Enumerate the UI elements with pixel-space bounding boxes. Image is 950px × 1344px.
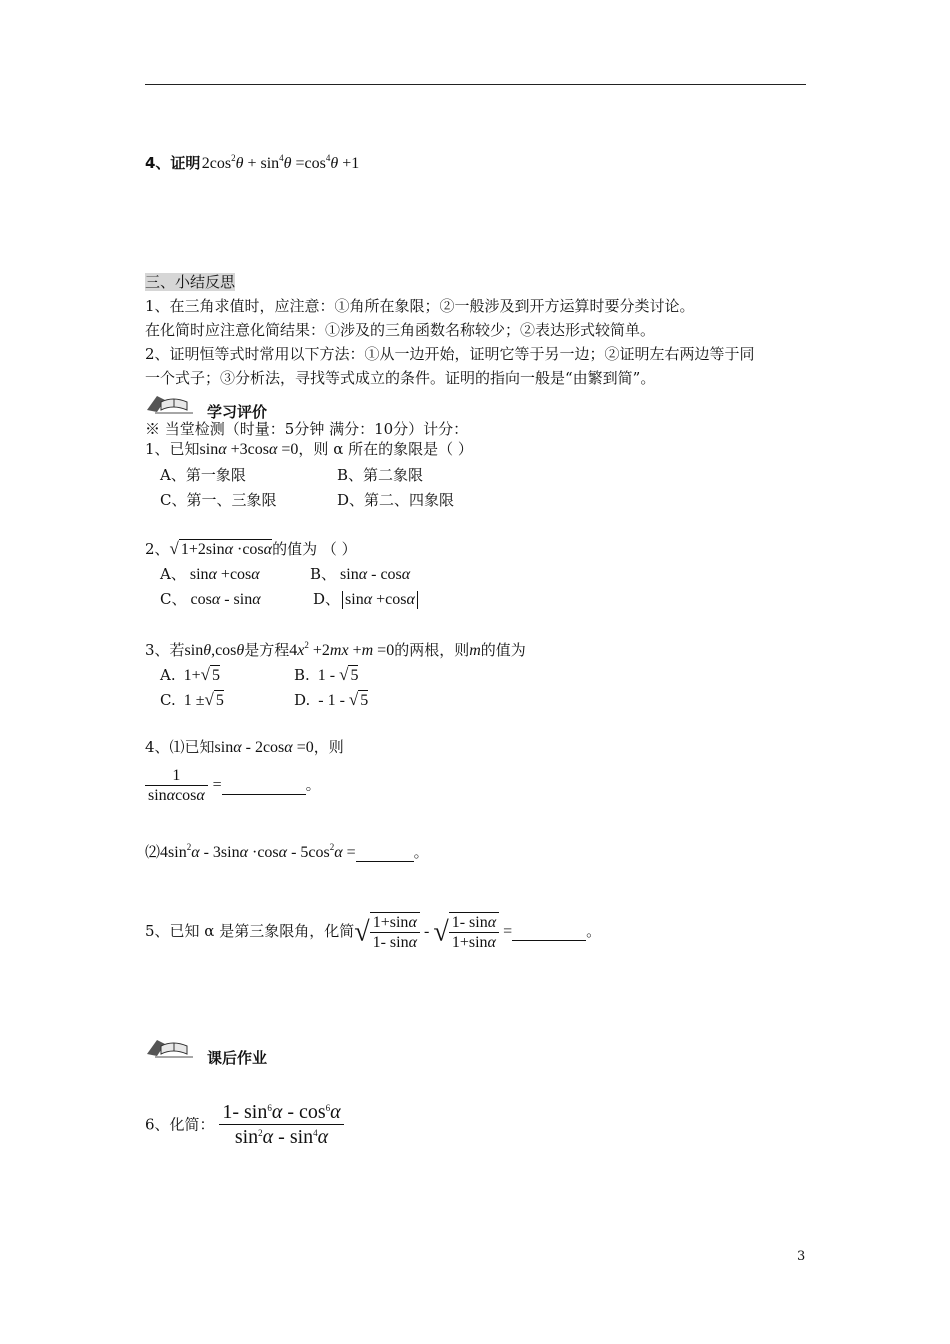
q3-c-label: C.	[160, 691, 176, 709]
q3-option-a[interactable]: A. 1+√ 5	[160, 665, 220, 684]
q5-blank[interactable]	[512, 922, 586, 941]
q1-option-d[interactable]: D、第二、四象限	[337, 491, 455, 509]
q1-suffix: ，则 α 所在的象限是（ ）	[298, 440, 473, 458]
eval-heading: 学习评价	[207, 403, 268, 421]
q1-option-a[interactable]: A、第一象限	[160, 466, 246, 484]
q3-suffix: 的两根，则	[394, 641, 470, 659]
q6-fraction: $\frac{1- \sin^6\alpha - \cos^6\alpha}{\sin^2\alpha - \sin^4\alpha}$	[219, 1100, 343, 1149]
q4-part1-blank[interactable]	[222, 776, 306, 795]
q1-formula: sinα +3cosα =0	[199, 441, 299, 458]
q3-a-label: A.	[160, 666, 176, 684]
q2-option-d[interactable]: D、 sinα +cosα	[313, 590, 420, 609]
q2-option-c[interactable]: C、 cosα - sinα	[160, 590, 261, 608]
q2-d-label: D、	[313, 590, 341, 608]
section3-p2: 在化简时应注意化简结果：①涉及的三角函数名称较少；②表达形式较简单。	[145, 321, 656, 339]
book-icon	[143, 392, 199, 416]
q4-formula-1: sinα - 2cosα =0	[214, 739, 314, 756]
q3-option-d[interactable]: D. - 1 - √ 5	[294, 690, 369, 709]
q5-formula: √ $\frac{1+\sin\alpha}{1- \sin\alpha}$ - √ $\frac{1- \sin\alpha}{1+\sin\alpha}$ =	[354, 914, 513, 952]
section3-p3a: 2、证明恒等式时常用以下方法：①从一边开始，证明它等于另一边；②证明左右两边等于同	[145, 345, 755, 363]
q5-stem: 5、已知 α 是第三象限角，化简√ $\frac{1+\sin\alpha}{1- \sin\alpha}$ - √ $\frac{1- \sin\alpha}{1+\sin\alpha}$ = 。	[145, 914, 602, 952]
homework-heading: 课后作业	[207, 1049, 268, 1067]
q4-part2: $⑵4\sin^2\alpha - 3\sin\alpha \cdot\cos\alpha - 5\cos^2\alpha$ = 。	[145, 842, 429, 861]
q1-option-c[interactable]: C、第一、三象限	[160, 491, 277, 509]
q2-a-label: A、	[160, 565, 186, 583]
section3-heading: 三、小结反思	[145, 273, 236, 291]
q2-formula: √ 1+2sinα ·cosα	[169, 539, 273, 558]
q2-b-label: B、	[310, 565, 337, 583]
q3-option-c[interactable]: C. 1 ±√ 5	[160, 690, 224, 709]
q4-part1-expression: $\frac{1}{\sin\alpha\cos\alpha}$ = 。	[145, 766, 321, 805]
q4-fraction: $\frac{1}{\sin\alpha\cos\alpha}$	[145, 766, 208, 805]
q3-stem	[145, 640, 526, 660]
section3-p3b: 一个式子；③分析法，寻找等式成立的条件。证明的指向一般是“由繁到简”。	[145, 369, 656, 387]
section3-p1: 1、在三角求值时，应注意：①角所在象限；②一般涉及到开方运算时要分类讨论。	[145, 297, 695, 315]
q2-option-b[interactable]: B、 sinα - cosα	[310, 565, 411, 583]
q4-part2-blank[interactable]	[356, 843, 414, 862]
q1-option-b[interactable]: B、第二象限	[337, 466, 424, 484]
page-number: 3	[797, 1249, 806, 1264]
q3-end: 的值为	[480, 641, 526, 659]
q1-stem	[145, 440, 473, 459]
q3-mid: 是方程	[244, 641, 290, 659]
q3-var-m: m	[469, 642, 481, 659]
q3-roots: sinθ,cosθ	[184, 642, 245, 659]
q3-equation: $4x^2 +2mx +m =0$	[289, 640, 395, 659]
q2-prefix: 2、	[145, 540, 170, 558]
q4-stem	[145, 738, 344, 757]
q1-prefix: 1、已知	[145, 440, 200, 458]
q4-formula-2: $4\sin^2\alpha - 3\sin\alpha \cdot\cos\alpha - 5\cos^2\alpha$ =	[160, 842, 356, 861]
q5-prefix: 5、已知 α 是第三象限角，化简	[145, 921, 355, 940]
q6	[145, 1100, 344, 1149]
q4-prefix: 4、⑴已知	[145, 738, 215, 756]
q4-proof	[145, 153, 359, 173]
q2-suffix: 的值为 （ ）	[272, 540, 357, 558]
q2-stem	[145, 539, 357, 559]
q4-suffix: ，则	[313, 738, 344, 756]
header-rule	[145, 84, 806, 85]
q4-label: 4、证明	[145, 154, 201, 172]
q3-b-label: B.	[294, 666, 310, 684]
q2-c-label: C、	[160, 590, 187, 608]
q6-label: 6、化简：	[145, 1115, 215, 1134]
q3-prefix: 3、若	[145, 641, 185, 659]
book-icon-2	[143, 1036, 199, 1060]
q3-option-b[interactable]: B. 1 - √ 5	[294, 665, 359, 684]
q3-d-label: D.	[294, 691, 311, 709]
q4-formula: $2\cos^2\theta + \sin^4\theta =\cos^4\theta +1$	[200, 153, 360, 172]
q2-option-a[interactable]: A、 sinα +cosα	[160, 565, 260, 583]
check-note: ※ 当堂检测（时量：5分钟 满分：10分）计分：	[145, 420, 469, 438]
q4-part2-label: ⑵	[145, 843, 161, 861]
